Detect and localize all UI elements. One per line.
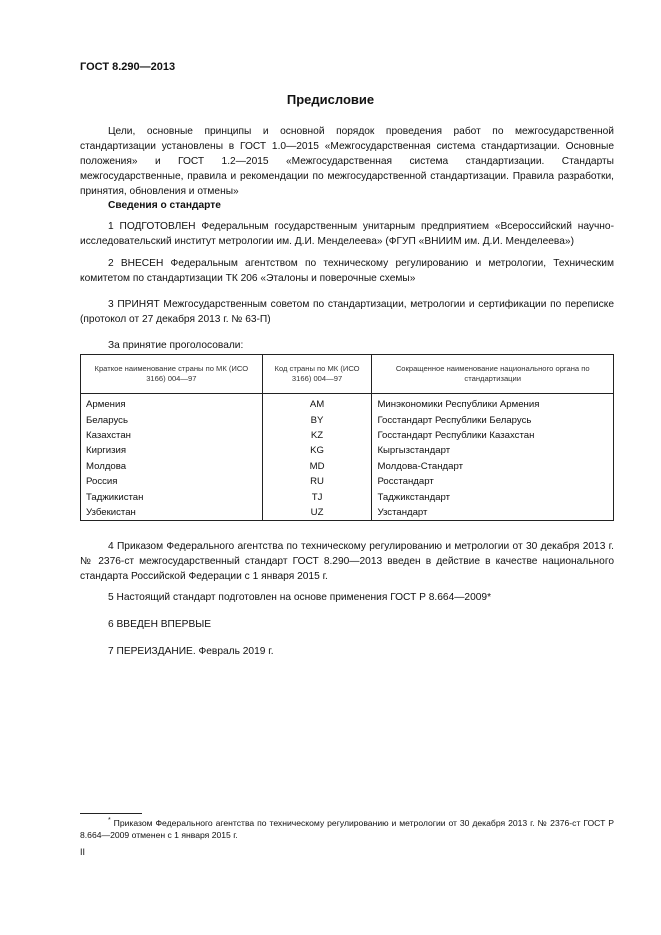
table-row [81,394,614,413]
footnote-text: Приказом Федерального агентства по техническому регулированию и метрологии от 30 декабря 2013 г. № 2376-ст ГОСТ Р 8.664—2009 отменен с 1 января 2015 г. [80,817,614,840]
table-cell-code: KG [262,443,372,458]
table-cell-country: Беларусь [81,412,263,427]
table-header-country: Краткое наименование страны по МК (ИСО 3166) 004—97 [81,355,263,394]
item-6-text: 6 ВВЕДЕН ВПЕРВЫЕ [108,619,212,630]
table-row [81,428,614,443]
table-row [81,443,614,458]
table-cell-code: BY [262,412,372,427]
table-cell-country: Армения [81,394,263,413]
table-row [81,489,614,504]
table-cell-body: Госстандарт Республики Беларусь [372,412,614,427]
item-3 [80,297,614,327]
table-cell-country: Молдова [81,459,263,474]
item-7 [80,644,614,659]
table-cell-code: KZ [262,428,372,443]
table-cell-code: TJ [262,489,372,504]
table-cell-country: Россия [81,474,263,489]
item-5 [80,590,614,605]
table-row [81,505,614,521]
section-heading-block [80,198,614,213]
table-row [81,459,614,474]
table-cell-body: Таджикстандарт [372,489,614,504]
intro-text: Цели, основные принципы и основной порядок проведения работ по межгосударственной стандартизации установлены в ГОСТ 1.0—2015 «Межгосударственная система стандартизации. Основные положения» и ГОСТ 1.2—2015 «Межгосударственная система стандартизации. Стандарты межгосударственные, правила и рекомендации по межгосударственной стандартизации. Правила разработки, принятия, обновления и отмены» [80,126,614,197]
table-cell-country: Таджикистан [81,489,263,504]
item-6 [80,617,614,632]
item-5-text: 5 Настоящий стандарт подготовлен на основе применения ГОСТ Р 8.664—2009* [108,592,492,603]
votes-label-block [80,338,614,353]
item-2-text: 2 ВНЕСЕН Федеральным агентством по техническому регулированию и метрологии, Техническим комитетом по стандартизации ТК 206 «Эталоны и поверочные схемы» [80,258,614,284]
item-1 [80,219,614,249]
table-header-row [81,355,614,394]
table-cell-body: Росстандарт [372,474,614,489]
page-title: Предисловие [286,92,375,107]
table-cell-body: Госстандарт Республики Казахстан [372,428,614,443]
table-cell-code: RU [262,474,372,489]
table-cell-body: Кыргызстандарт [372,443,614,458]
item-4 [80,539,614,584]
table-cell-country: Казахстан [81,428,263,443]
item-4-text: 4 Приказом Федерального агентства по техническому регулированию и метрологии от 30 декабря 2013 г. № 2376-ст межгосударственный стандарт ГОСТ 8.290—2013 введен в действие в качестве национального стандарта Российской Федерации с 1 января 2015 г. [80,541,614,582]
section-heading: Сведения о стандарте [108,200,221,211]
table-header-code: Код страны по МК (ИСО 3166) 004—97 [262,355,372,394]
table-cell-country: Узбекистан [81,505,263,521]
table-row [81,412,614,427]
table-header-body: Сокращенное наименование национального органа по стандартизации [372,355,614,394]
item-7-text: 7 ПЕРЕИЗДАНИЕ. Февраль 2019 г. [108,646,274,657]
table-cell-code: AM [262,394,372,413]
footnote-divider [80,813,142,814]
item-3-text: 3 ПРИНЯТ Межгосударственным советом по стандартизации, метрологии и сертификации по переписке (протокол от 27 декабря 2013 г. № 63-П) [80,299,614,325]
votes-table [80,354,614,521]
table-cell-body: Молдова-Стандарт [372,459,614,474]
intro-paragraph [80,124,614,199]
item-1-text: 1 ПОДГОТОВЛЕН Федеральным государственным унитарным предприятием «Всероссийский научно-исследовательский институт метрологии им. Д.И. Менделеева» (ФГУП «ВНИИМ им. Д.И. Менделеева») [80,221,614,247]
table-row [81,474,614,489]
table-cell-code: MD [262,459,372,474]
footnote [80,815,614,841]
table-cell-body: Минэкономики Республики Армения [372,394,614,413]
table-cell-country: Киргизия [81,443,263,458]
page-number: II [80,847,86,857]
item-2 [80,256,614,286]
table-cell-code: UZ [262,505,372,521]
votes-label: За принятие проголосовали: [108,340,244,351]
table-cell-body: Узстандарт [372,505,614,521]
document-id: ГОСТ 8.290—2013 [80,61,176,73]
footnote-mark: * [108,817,111,824]
